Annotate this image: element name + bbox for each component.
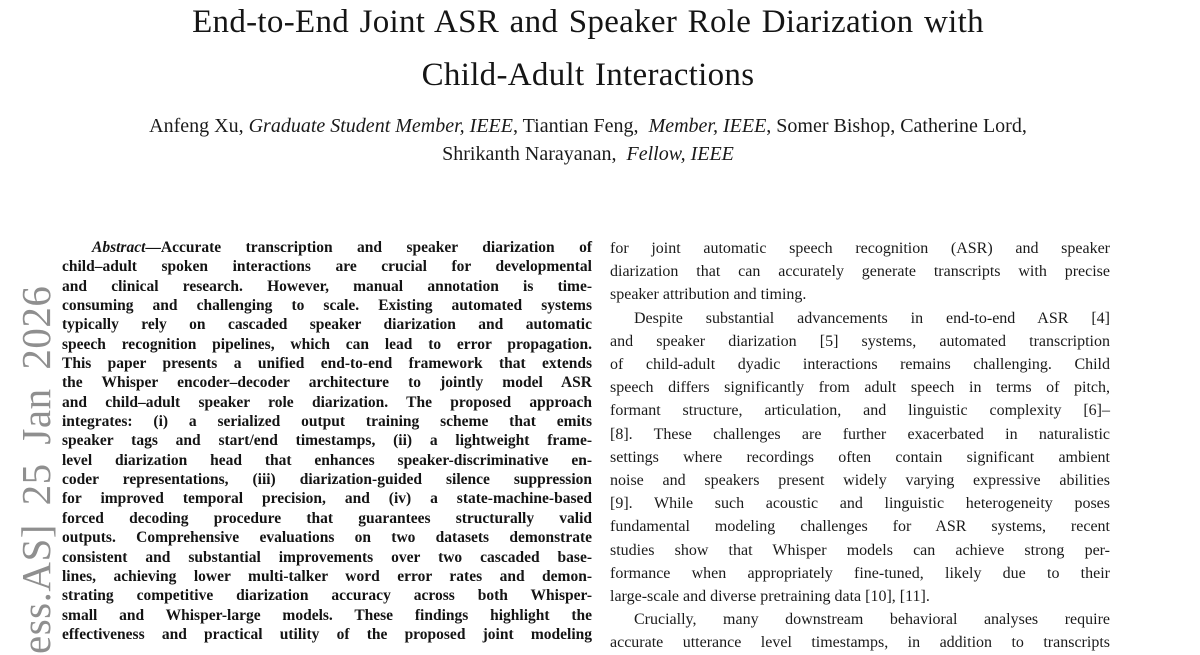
paper-title-line2: Child-Adult Interactions xyxy=(421,57,755,93)
text-line: Despite substantial advancements in end-to-end ASR [4] xyxy=(634,309,1110,327)
text-line: and child–adult speaker role diarization. The proposed approach xyxy=(62,393,592,411)
author-name: , Tiantian Feng, xyxy=(512,115,649,137)
text-line: speaker attribution and timing. xyxy=(610,286,807,304)
author-affiliation: Fellow, IEEE xyxy=(626,143,734,165)
paragraph xyxy=(610,307,1110,609)
text-line: forced decoding procedure that guarantees structurally valid xyxy=(62,509,592,527)
text-line: formant structure, articulation, and linguistic complexity [6]– xyxy=(610,402,1110,420)
arxiv-sidebar-stamp: ess.AS] 25 Jan 2026 xyxy=(13,285,59,654)
text-line: studies show that Whisper models can achieve strong per- xyxy=(610,541,1110,559)
text-line: effectiveness and practical utility of the proposed joint modeling xyxy=(62,625,592,643)
text-line: and speaker diarization [5] systems, automated transcription xyxy=(610,332,1110,350)
abstract-first-line xyxy=(62,238,592,257)
text-line: coder representations, (iii) diarization-guided silence suppression xyxy=(62,471,592,489)
text-line: typically rely on cascaded speaker diarization and automatic xyxy=(62,316,592,334)
author-name: Shrikanth Narayanan, xyxy=(442,143,627,165)
text-line: small and Whisper-large models. These findings highlight the xyxy=(62,606,592,624)
text-line: settings where recordings often contain significant ambient xyxy=(610,448,1110,466)
text-line: level diarization head that enhances speaker-discriminative en- xyxy=(62,451,592,469)
text-line: for joint automatic speech recognition (ASR) and speaker xyxy=(610,240,1110,257)
text-line: speech recognition pipelines, which can lead to error propagation. xyxy=(62,335,592,353)
text-line: the Whisper encoder–decoder architecture to jointly model ASR xyxy=(62,374,592,392)
text-line: fundamental modeling challenges for ASR systems, recent xyxy=(610,518,1110,536)
text-line: integrates: (i) a serialized output training scheme that emits xyxy=(62,413,592,431)
text-line: Crucially, many downstream behavioral analyses require xyxy=(634,611,1110,629)
text-line: child–adult spoken interactions are crucial for developmental xyxy=(62,258,592,276)
text-line: outputs. Comprehensive evaluations on two datasets demonstrate xyxy=(62,529,592,547)
text-line: consuming and challenging to scale. Existing automated systems xyxy=(62,297,592,315)
text-line: [9]. While such acoustic and linguistic heterogeneity poses xyxy=(610,495,1110,513)
abstract-body xyxy=(62,257,592,644)
paragraph xyxy=(610,237,1110,307)
text-line: diarization that can accurately generate transcripts with precise xyxy=(610,263,1110,281)
text-line: [8]. These challenges are further exacerbated in naturalistic xyxy=(610,425,1110,443)
text-line: speech differs significantly from adult speech in terms of pitch, xyxy=(610,379,1110,397)
text-line: This paper presents a unified end-to-end framework that extends xyxy=(62,355,592,373)
paper-title xyxy=(60,0,1116,102)
text-line: of child-adult dyadic interactions remains challenging. Child xyxy=(610,356,1110,374)
text-line: consistent and substantial improvements over two cascaded base- xyxy=(62,548,592,566)
text-line: strating competitive diarization accuracy across both Whisper- xyxy=(62,587,592,605)
text-line: formance when appropriately fine-tuned, likely due to their xyxy=(610,564,1110,582)
text-line: noise and speakers present widely varying expressive abilities xyxy=(610,472,1110,490)
author-affiliation: Member, IEEE xyxy=(648,115,767,137)
text-line: lines, achieving lower multi-talker word error rates and demon- xyxy=(62,567,592,585)
authors-line xyxy=(60,112,1116,168)
author-name: , Somer Bishop, Catherine Lord, xyxy=(766,115,1027,137)
author-affiliation: Graduate Student Member, IEEE xyxy=(248,115,513,137)
paper-title-line1: End-to-End Joint ASR and Speaker Role Diarization with xyxy=(192,4,984,40)
text-line: accurate utterance level timestamps, in addition to transcripts xyxy=(610,634,1110,652)
abstract-label: Abstract xyxy=(92,239,146,256)
text-line: speaker tags and start/end timestamps, (ii) a lightweight frame- xyxy=(62,432,592,450)
text-line: large-scale and diverse pretraining data [10], [11]. xyxy=(610,588,930,606)
abstract-first-line-text: —Accurate transcription and speaker diarization of xyxy=(145,239,592,256)
text-line: for improved temporal precision, and (iv) a state-machine-based xyxy=(62,490,592,508)
introduction-column xyxy=(610,237,1110,655)
abstract-section xyxy=(62,238,592,644)
text-line: and clinical research. However, manual annotation is time- xyxy=(62,277,592,295)
author-name: Anfeng Xu, xyxy=(149,115,249,137)
